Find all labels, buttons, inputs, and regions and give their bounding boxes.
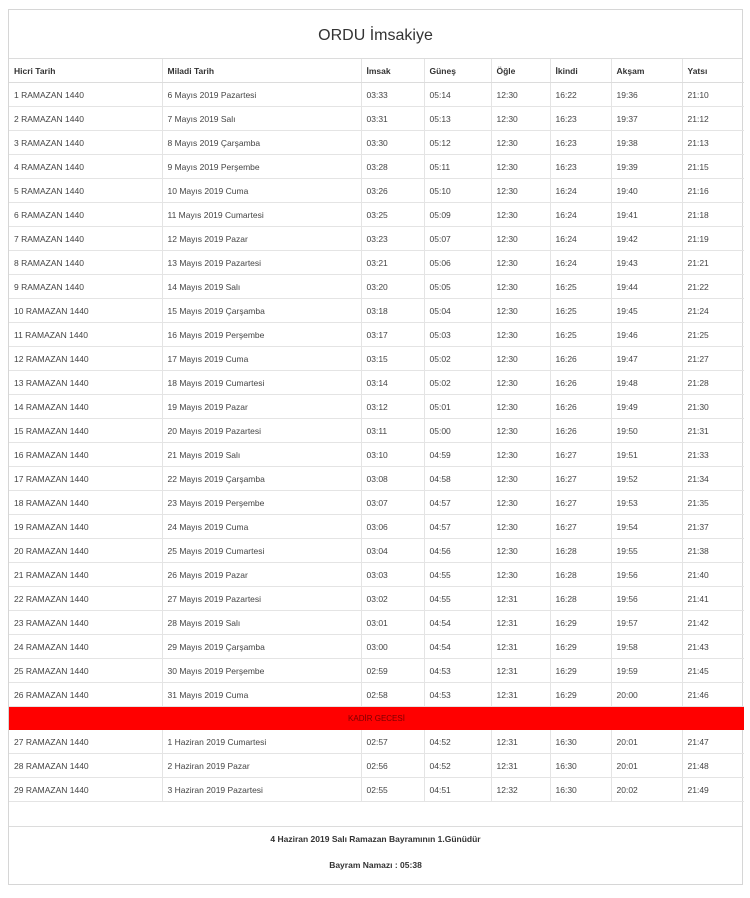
cell-yatsi: 21:25 (682, 323, 744, 347)
cell-yatsi: 21:43 (682, 635, 744, 659)
cell-ikindi: 16:29 (550, 611, 611, 635)
cell-ogle: 12:30 (491, 491, 550, 515)
cell-aksam: 19:48 (611, 371, 682, 395)
cell-yatsi: 21:21 (682, 251, 744, 275)
cell-hicri-date: 9 RAMAZAN 1440 (9, 275, 162, 299)
cell-aksam: 19:38 (611, 131, 682, 155)
cell-ikindi: 16:24 (550, 227, 611, 251)
cell-hicri-date: 3 RAMAZAN 1440 (9, 131, 162, 155)
cell-hicri-date: 27 RAMAZAN 1440 (9, 730, 162, 754)
cell-hicri-date: 17 RAMAZAN 1440 (9, 467, 162, 491)
cell-gunes: 04:59 (424, 443, 491, 467)
cell-imsak: 02:59 (361, 659, 424, 683)
table-body (9, 83, 744, 802)
cell-imsak: 03:07 (361, 491, 424, 515)
cell-yatsi: 21:16 (682, 179, 744, 203)
cell-yatsi: 21:19 (682, 227, 744, 251)
cell-ogle: 12:30 (491, 83, 550, 107)
cell-aksam: 19:53 (611, 491, 682, 515)
cell-miladi-date: 21 Mayıs 2019 Salı (162, 443, 361, 467)
cell-miladi-date: 7 Mayıs 2019 Salı (162, 107, 361, 131)
cell-miladi-date: 23 Mayıs 2019 Perşembe (162, 491, 361, 515)
cell-ogle: 12:30 (491, 443, 550, 467)
cell-yatsi: 21:31 (682, 419, 744, 443)
cell-hicri-date: 1 RAMAZAN 1440 (9, 83, 162, 107)
cell-yatsi: 21:37 (682, 515, 744, 539)
cell-yatsi: 21:13 (682, 131, 744, 155)
bayram-namazi-time: Bayram Namazı : 05:38 (329, 860, 422, 870)
cell-ogle: 12:31 (491, 683, 550, 707)
cell-aksam: 19:47 (611, 347, 682, 371)
cell-hicri-date: 20 RAMAZAN 1440 (9, 539, 162, 563)
table-row (9, 251, 744, 275)
cell-ogle: 12:30 (491, 179, 550, 203)
cell-hicri-date: 14 RAMAZAN 1440 (9, 395, 162, 419)
cell-aksam: 20:01 (611, 754, 682, 778)
cell-aksam: 19:52 (611, 467, 682, 491)
cell-imsak: 03:14 (361, 371, 424, 395)
kadir-gecesi-row (9, 707, 744, 730)
kadir-gecesi-label: KADİR GECESİ (9, 707, 744, 730)
cell-imsak: 02:57 (361, 730, 424, 754)
cell-ikindi: 16:30 (550, 778, 611, 802)
cell-yatsi: 21:49 (682, 778, 744, 802)
header-gunes: Güneş (424, 59, 491, 83)
cell-ogle: 12:31 (491, 611, 550, 635)
cell-hicri-date: 11 RAMAZAN 1440 (9, 323, 162, 347)
cell-hicri-date: 8 RAMAZAN 1440 (9, 251, 162, 275)
cell-yatsi: 21:46 (682, 683, 744, 707)
cell-ikindi: 16:24 (550, 179, 611, 203)
cell-aksam: 19:44 (611, 275, 682, 299)
table-row (9, 754, 744, 778)
cell-ikindi: 16:28 (550, 563, 611, 587)
cell-gunes: 05:09 (424, 203, 491, 227)
cell-gunes: 04:57 (424, 491, 491, 515)
cell-aksam: 19:41 (611, 203, 682, 227)
cell-gunes: 05:00 (424, 419, 491, 443)
cell-imsak: 03:15 (361, 347, 424, 371)
cell-aksam: 19:43 (611, 251, 682, 275)
cell-yatsi: 21:15 (682, 155, 744, 179)
cell-hicri-date: 16 RAMAZAN 1440 (9, 443, 162, 467)
table-row (9, 131, 744, 155)
cell-ikindi: 16:25 (550, 299, 611, 323)
cell-yatsi: 21:12 (682, 107, 744, 131)
cell-aksam: 19:37 (611, 107, 682, 131)
cell-gunes: 05:02 (424, 347, 491, 371)
cell-ogle: 12:31 (491, 587, 550, 611)
bayram-info: 4 Haziran 2019 Salı Ramazan Bayramının 1.Günüdür (270, 834, 481, 844)
cell-ogle: 12:30 (491, 275, 550, 299)
table-row (9, 539, 744, 563)
cell-gunes: 04:55 (424, 587, 491, 611)
table-row (9, 275, 744, 299)
cell-hicri-date: 21 RAMAZAN 1440 (9, 563, 162, 587)
cell-ikindi: 16:24 (550, 203, 611, 227)
cell-miladi-date: 18 Mayıs 2019 Cumartesi (162, 371, 361, 395)
cell-hicri-date: 24 RAMAZAN 1440 (9, 635, 162, 659)
cell-ikindi: 16:22 (550, 83, 611, 107)
imsakiye-panel (8, 9, 743, 885)
cell-hicri-date: 2 RAMAZAN 1440 (9, 107, 162, 131)
cell-miladi-date: 15 Mayıs 2019 Çarşamba (162, 299, 361, 323)
cell-gunes: 05:07 (424, 227, 491, 251)
cell-ikindi: 16:28 (550, 539, 611, 563)
cell-ogle: 12:31 (491, 635, 550, 659)
cell-yatsi: 21:27 (682, 347, 744, 371)
cell-imsak: 02:58 (361, 683, 424, 707)
table-row (9, 107, 744, 131)
cell-imsak: 03:31 (361, 107, 424, 131)
cell-ikindi: 16:26 (550, 395, 611, 419)
cell-gunes: 05:02 (424, 371, 491, 395)
cell-imsak: 03:30 (361, 131, 424, 155)
cell-hicri-date: 25 RAMAZAN 1440 (9, 659, 162, 683)
cell-imsak: 03:01 (361, 611, 424, 635)
cell-aksam: 19:51 (611, 443, 682, 467)
cell-aksam: 19:36 (611, 83, 682, 107)
cell-imsak: 03:00 (361, 635, 424, 659)
table-row (9, 467, 744, 491)
table-row (9, 587, 744, 611)
table-row (9, 179, 744, 203)
cell-ogle: 12:31 (491, 730, 550, 754)
table-row (9, 491, 744, 515)
cell-ogle: 12:30 (491, 155, 550, 179)
table-row (9, 299, 744, 323)
table-row (9, 659, 744, 683)
cell-miladi-date: 16 Mayıs 2019 Perşembe (162, 323, 361, 347)
cell-imsak: 03:28 (361, 155, 424, 179)
cell-gunes: 05:12 (424, 131, 491, 155)
table-row (9, 347, 744, 371)
cell-miladi-date: 28 Mayıs 2019 Salı (162, 611, 361, 635)
cell-aksam: 19:56 (611, 563, 682, 587)
cell-aksam: 19:55 (611, 539, 682, 563)
cell-ikindi: 16:29 (550, 659, 611, 683)
cell-ikindi: 16:27 (550, 467, 611, 491)
cell-imsak: 03:06 (361, 515, 424, 539)
cell-ogle: 12:30 (491, 371, 550, 395)
cell-imsak: 03:10 (361, 443, 424, 467)
cell-ikindi: 16:30 (550, 754, 611, 778)
cell-gunes: 04:53 (424, 683, 491, 707)
cell-ikindi: 16:25 (550, 323, 611, 347)
cell-ogle: 12:30 (491, 563, 550, 587)
cell-gunes: 05:01 (424, 395, 491, 419)
cell-imsak: 03:26 (361, 179, 424, 203)
cell-gunes: 04:51 (424, 778, 491, 802)
cell-yatsi: 21:18 (682, 203, 744, 227)
cell-imsak: 03:12 (361, 395, 424, 419)
cell-ogle: 12:30 (491, 395, 550, 419)
cell-aksam: 20:02 (611, 778, 682, 802)
table-row (9, 323, 744, 347)
cell-gunes: 04:57 (424, 515, 491, 539)
cell-miladi-date: 6 Mayıs 2019 Pazartesi (162, 83, 361, 107)
cell-gunes: 04:55 (424, 563, 491, 587)
cell-ogle: 12:30 (491, 515, 550, 539)
cell-ogle: 12:30 (491, 203, 550, 227)
cell-gunes: 05:04 (424, 299, 491, 323)
cell-miladi-date: 26 Mayıs 2019 Pazar (162, 563, 361, 587)
table-row (9, 83, 744, 107)
cell-imsak: 03:11 (361, 419, 424, 443)
cell-hicri-date: 23 RAMAZAN 1440 (9, 611, 162, 635)
header-aksam: Akşam (611, 59, 682, 83)
cell-miladi-date: 30 Mayıs 2019 Perşembe (162, 659, 361, 683)
cell-miladi-date: 19 Mayıs 2019 Pazar (162, 395, 361, 419)
cell-miladi-date: 10 Mayıs 2019 Cuma (162, 179, 361, 203)
cell-imsak: 03:25 (361, 203, 424, 227)
header-imsak: İmsak (361, 59, 424, 83)
cell-gunes: 04:54 (424, 611, 491, 635)
cell-aksam: 19:42 (611, 227, 682, 251)
cell-miladi-date: 1 Haziran 2019 Cumartesi (162, 730, 361, 754)
cell-yatsi: 21:35 (682, 491, 744, 515)
cell-hicri-date: 12 RAMAZAN 1440 (9, 347, 162, 371)
cell-imsak: 03:20 (361, 275, 424, 299)
cell-gunes: 05:05 (424, 275, 491, 299)
cell-imsak: 03:03 (361, 563, 424, 587)
cell-ikindi: 16:23 (550, 107, 611, 131)
cell-yatsi: 21:22 (682, 275, 744, 299)
cell-gunes: 05:03 (424, 323, 491, 347)
cell-yatsi: 21:30 (682, 395, 744, 419)
cell-miladi-date: 29 Mayıs 2019 Çarşamba (162, 635, 361, 659)
cell-aksam: 19:56 (611, 587, 682, 611)
cell-ogle: 12:30 (491, 467, 550, 491)
cell-gunes: 05:13 (424, 107, 491, 131)
table-row (9, 443, 744, 467)
cell-miladi-date: 31 Mayıs 2019 Cuma (162, 683, 361, 707)
cell-yatsi: 21:45 (682, 659, 744, 683)
cell-hicri-date: 4 RAMAZAN 1440 (9, 155, 162, 179)
cell-imsak: 02:56 (361, 754, 424, 778)
cell-hicri-date: 19 RAMAZAN 1440 (9, 515, 162, 539)
cell-miladi-date: 22 Mayıs 2019 Çarşamba (162, 467, 361, 491)
table-row (9, 635, 744, 659)
cell-imsak: 03:21 (361, 251, 424, 275)
page-title: ORDU İmsakiye (9, 10, 742, 59)
cell-hicri-date: 29 RAMAZAN 1440 (9, 778, 162, 802)
cell-gunes: 04:56 (424, 539, 491, 563)
cell-hicri-date: 7 RAMAZAN 1440 (9, 227, 162, 251)
cell-ogle: 12:30 (491, 419, 550, 443)
cell-aksam: 19:57 (611, 611, 682, 635)
cell-ikindi: 16:26 (550, 419, 611, 443)
cell-hicri-date: 15 RAMAZAN 1440 (9, 419, 162, 443)
cell-ikindi: 16:28 (550, 587, 611, 611)
cell-aksam: 19:54 (611, 515, 682, 539)
cell-ikindi: 16:27 (550, 443, 611, 467)
table-header-row (9, 59, 744, 83)
cell-ogle: 12:31 (491, 659, 550, 683)
table-row (9, 611, 744, 635)
cell-miladi-date: 25 Mayıs 2019 Cumartesi (162, 539, 361, 563)
cell-ikindi: 16:27 (550, 491, 611, 515)
cell-ogle: 12:30 (491, 323, 550, 347)
imsakiye-table (9, 59, 744, 802)
cell-yatsi: 21:48 (682, 754, 744, 778)
table-row (9, 515, 744, 539)
cell-aksam: 19:49 (611, 395, 682, 419)
cell-miladi-date: 8 Mayıs 2019 Çarşamba (162, 131, 361, 155)
cell-miladi-date: 9 Mayıs 2019 Perşembe (162, 155, 361, 179)
cell-aksam: 19:46 (611, 323, 682, 347)
cell-ikindi: 16:24 (550, 251, 611, 275)
cell-gunes: 05:14 (424, 83, 491, 107)
cell-ikindi: 16:27 (550, 515, 611, 539)
table-row (9, 155, 744, 179)
table-spacer (9, 802, 742, 827)
cell-gunes: 05:10 (424, 179, 491, 203)
cell-miladi-date: 12 Mayıs 2019 Pazar (162, 227, 361, 251)
cell-yatsi: 21:40 (682, 563, 744, 587)
cell-ikindi: 16:25 (550, 275, 611, 299)
cell-hicri-date: 22 RAMAZAN 1440 (9, 587, 162, 611)
table-row (9, 203, 744, 227)
cell-hicri-date: 5 RAMAZAN 1440 (9, 179, 162, 203)
cell-ikindi: 16:26 (550, 347, 611, 371)
cell-aksam: 20:01 (611, 730, 682, 754)
cell-miladi-date: 14 Mayıs 2019 Salı (162, 275, 361, 299)
cell-ogle: 12:30 (491, 539, 550, 563)
cell-ogle: 12:30 (491, 347, 550, 371)
cell-ikindi: 16:30 (550, 730, 611, 754)
cell-imsak: 03:23 (361, 227, 424, 251)
cell-ikindi: 16:23 (550, 155, 611, 179)
cell-miladi-date: 24 Mayıs 2019 Cuma (162, 515, 361, 539)
cell-ogle: 12:31 (491, 754, 550, 778)
table-row (9, 227, 744, 251)
cell-ogle: 12:30 (491, 227, 550, 251)
cell-miladi-date: 2 Haziran 2019 Pazar (162, 754, 361, 778)
cell-ikindi: 16:23 (550, 131, 611, 155)
header-ogle: Öğle (491, 59, 550, 83)
cell-ogle: 12:30 (491, 251, 550, 275)
cell-aksam: 19:39 (611, 155, 682, 179)
cell-aksam: 19:45 (611, 299, 682, 323)
cell-hicri-date: 6 RAMAZAN 1440 (9, 203, 162, 227)
cell-miladi-date: 11 Mayıs 2019 Cumartesi (162, 203, 361, 227)
cell-gunes: 05:11 (424, 155, 491, 179)
table-row (9, 371, 744, 395)
header-hicri-date: Hicri Tarih (9, 59, 162, 83)
table-row (9, 730, 744, 754)
cell-yatsi: 21:42 (682, 611, 744, 635)
table-row (9, 419, 744, 443)
cell-gunes: 04:58 (424, 467, 491, 491)
cell-gunes: 04:52 (424, 730, 491, 754)
cell-miladi-date: 20 Mayıs 2019 Pazartesi (162, 419, 361, 443)
cell-gunes: 05:06 (424, 251, 491, 275)
cell-hicri-date: 26 RAMAZAN 1440 (9, 683, 162, 707)
cell-miladi-date: 17 Mayıs 2019 Cuma (162, 347, 361, 371)
cell-gunes: 04:54 (424, 635, 491, 659)
cell-hicri-date: 10 RAMAZAN 1440 (9, 299, 162, 323)
cell-ogle: 12:30 (491, 299, 550, 323)
header-yatsi: Yatsı (682, 59, 744, 83)
cell-imsak: 03:04 (361, 539, 424, 563)
cell-aksam: 19:50 (611, 419, 682, 443)
cell-gunes: 04:53 (424, 659, 491, 683)
cell-aksam: 19:59 (611, 659, 682, 683)
cell-ogle: 12:30 (491, 107, 550, 131)
header-miladi-date: Miladi Tarih (162, 59, 361, 83)
cell-ikindi: 16:29 (550, 635, 611, 659)
cell-miladi-date: 3 Haziran 2019 Pazartesi (162, 778, 361, 802)
cell-ogle: 12:30 (491, 131, 550, 155)
table-row (9, 395, 744, 419)
cell-yatsi: 21:41 (682, 587, 744, 611)
cell-imsak: 03:17 (361, 323, 424, 347)
table-row (9, 683, 744, 707)
table-row (9, 778, 744, 802)
cell-aksam: 19:40 (611, 179, 682, 203)
cell-yatsi: 21:33 (682, 443, 744, 467)
cell-yatsi: 21:28 (682, 371, 744, 395)
cell-imsak: 02:55 (361, 778, 424, 802)
cell-hicri-date: 18 RAMAZAN 1440 (9, 491, 162, 515)
cell-ikindi: 16:26 (550, 371, 611, 395)
cell-hicri-date: 13 RAMAZAN 1440 (9, 371, 162, 395)
cell-yatsi: 21:10 (682, 83, 744, 107)
cell-yatsi: 21:34 (682, 467, 744, 491)
table-row (9, 563, 744, 587)
cell-hicri-date: 28 RAMAZAN 1440 (9, 754, 162, 778)
cell-yatsi: 21:24 (682, 299, 744, 323)
cell-miladi-date: 13 Mayıs 2019 Pazartesi (162, 251, 361, 275)
header-ikindi: İkindi (550, 59, 611, 83)
cell-imsak: 03:08 (361, 467, 424, 491)
cell-yatsi: 21:38 (682, 539, 744, 563)
cell-imsak: 03:33 (361, 83, 424, 107)
cell-ikindi: 16:29 (550, 683, 611, 707)
cell-ogle: 12:32 (491, 778, 550, 802)
cell-gunes: 04:52 (424, 754, 491, 778)
cell-yatsi: 21:47 (682, 730, 744, 754)
cell-miladi-date: 27 Mayıs 2019 Pazartesi (162, 587, 361, 611)
cell-aksam: 20:00 (611, 683, 682, 707)
cell-imsak: 03:18 (361, 299, 424, 323)
cell-imsak: 03:02 (361, 587, 424, 611)
cell-aksam: 19:58 (611, 635, 682, 659)
